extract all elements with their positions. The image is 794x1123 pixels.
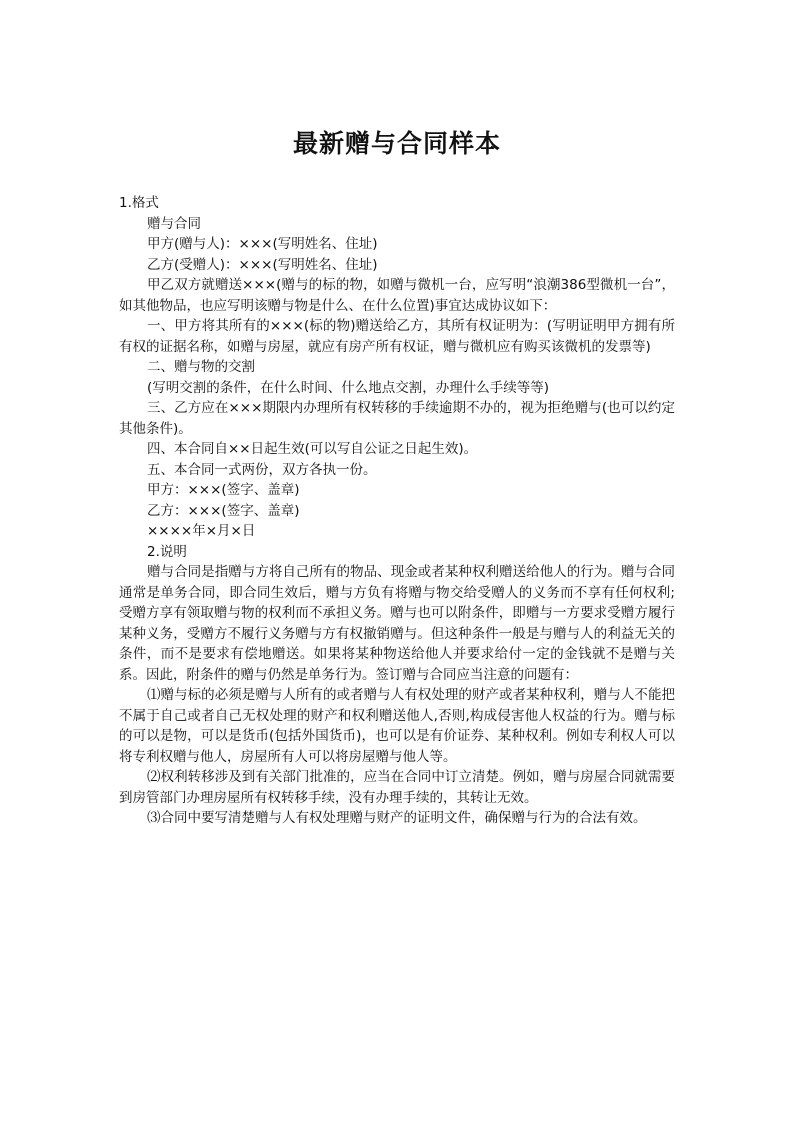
signing-date: ××××年×月×日 bbox=[147, 523, 256, 539]
section-heading-explanation: 2.说明 bbox=[147, 543, 187, 560]
note-one: ⑴赠与标的必须是赠与人所有的或者赠与人有权处理的财产或者某种权利，赠与人不能把不属于自己或者自己无权处理的财产和权利赠送他人,否则,构成侵害他人权益的行为。赠与标的可以是物，可以是货币(包括外国货币)，也可以是有价证券、某种权利。例如专利权人可以将专利权赠与他人，房屋所有人可以将房屋赠与他人等。 bbox=[119, 687, 675, 765]
preamble-paragraph: 甲乙双方就赠送×××(赠与的标的物，如赠与微机一台，应写明“浪潮386型微机一台”，如其他物品，也应写明该赠与物是什么、在什么位置)事宜达成协议如下： bbox=[119, 277, 675, 314]
clause-five: 五、本合同一式两份，双方各执一份。 bbox=[147, 461, 377, 478]
section-heading-format: 1.格式 bbox=[119, 195, 159, 211]
note-three: ⑶合同中要写清楚赠与人有权处理赠与财产的证明文件，确保赠与行为的合法有效。 bbox=[147, 810, 647, 826]
document-title: 最新赠与合同样本 bbox=[292, 129, 501, 158]
explanation-paragraph: 赠与合同是指赠与方将自己所有的物品、现金或者某种权利赠送给他人的行为。赠与合同通常是单务合同，即合同生效后，赠与方负有将赠与物交给受赠人的义务而不享有任何权利;受赠方享有领取赠与物的权利而不承担义务。赠与也可以附条件，即赠与一方要求受赠方履行某种义务，受赠方不履行义务赠与方有权撤销赠与。但这种条件一般是与赠与人的利益无关的条件，而不是要求有偿地赠送。如果将某种物送给他人并要求给付一定的金钱就不是赠与关系。因此，附条件的赠与仍然是单务行为。签订赠与合同应当注意的问题有： bbox=[119, 564, 675, 683]
party-a-signature: 甲方：×××(签字、盖章) bbox=[147, 482, 300, 498]
clause-four: 四、本合同自××日起生效(可以写自公证之日起生效)。 bbox=[147, 441, 478, 457]
clause-three: 三、乙方应在×××期限内办理所有权转移的手续逾期不办的，视为拒绝赠与(也可以约定其他条件)。 bbox=[119, 400, 675, 437]
party-b-signature: 乙方：×××(签字、盖章) bbox=[147, 502, 300, 519]
contract-heading: 赠与合同 bbox=[147, 215, 201, 232]
document-body bbox=[119, 193, 675, 829]
clause-two-heading: 二、赠与物的交割 bbox=[147, 359, 255, 375]
party-b-line: 乙方(受赠人)：×××(写明姓名、住址) bbox=[147, 256, 378, 273]
party-a-line: 甲方(赠与人)：×××(写明姓名、住址) bbox=[147, 236, 378, 252]
clause-two-detail: (写明交割的条件，在什么时间、什么地点交割，办理什么手续等等) bbox=[147, 379, 550, 396]
note-two: ⑵权利转移涉及到有关部门批准的，应当在合同中订立清楚。例如，赠与房屋合同就需要到房管部门办理房屋所有权转移手续，没有办理手续的，其转让无效。 bbox=[119, 769, 675, 806]
clause-one: 一、甲方将其所有的×××(标的物)赠送给乙方，其所有权证明为：(写明证明甲方拥有所有权的证据名称，如赠与房屋，就应有房产所有权证，赠与微机应有购买该微机的发票等) bbox=[119, 318, 675, 355]
